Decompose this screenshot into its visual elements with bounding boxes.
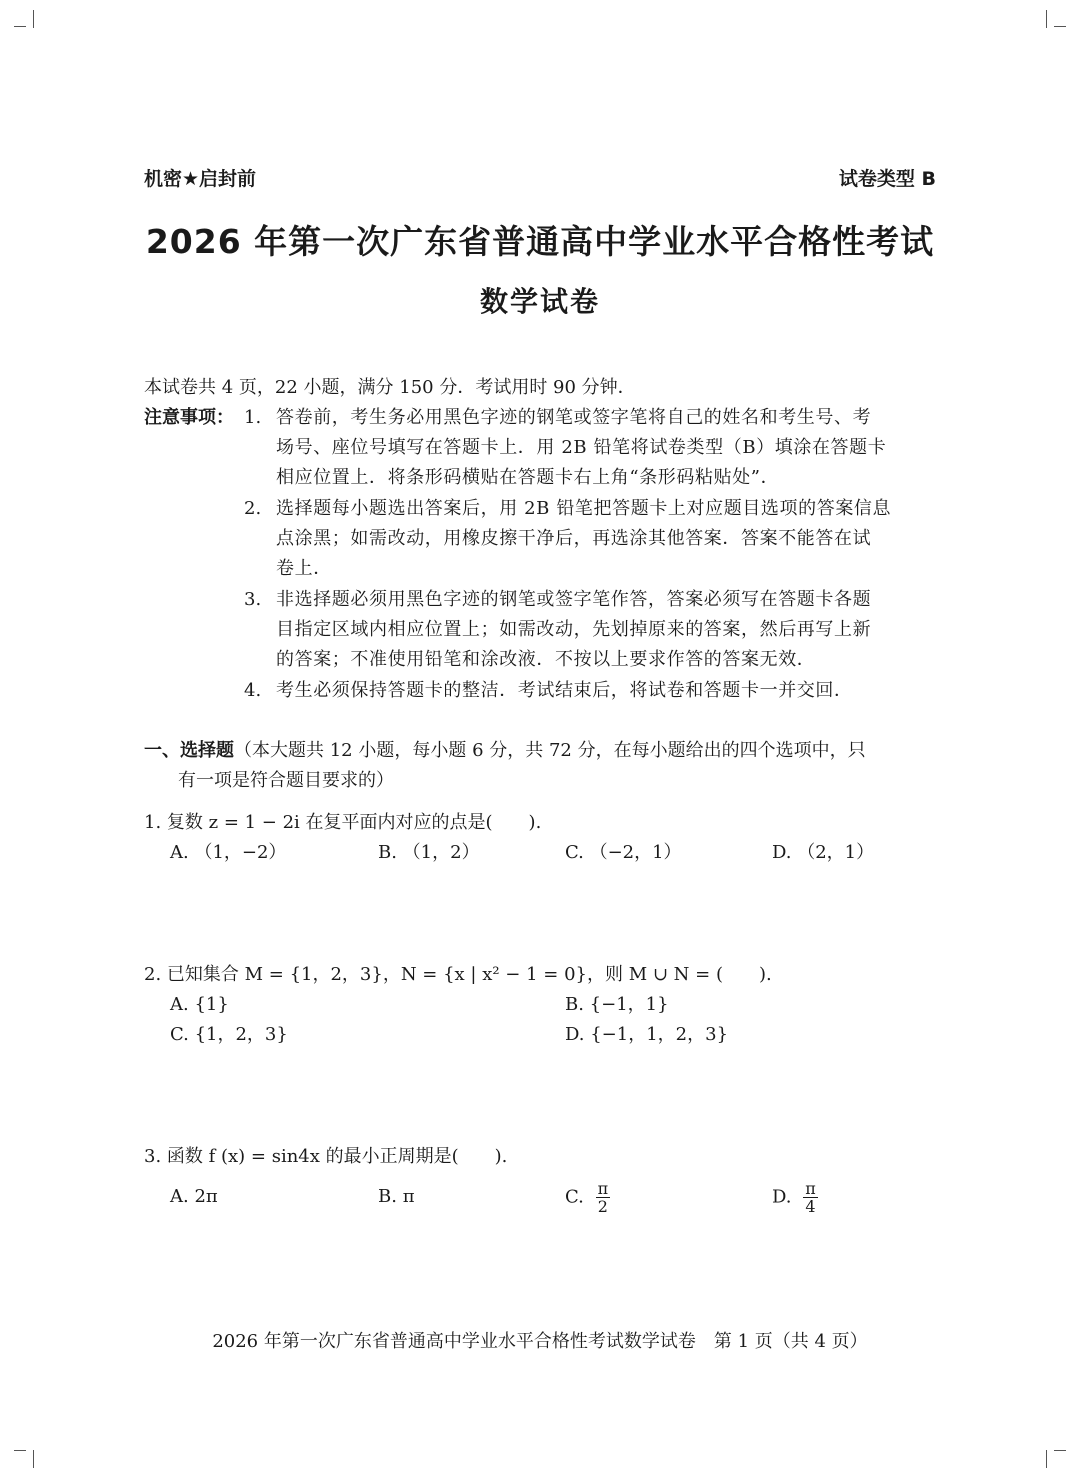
notice-line: 考生必须保持答题卡的整洁．考试结束后，将试卷和答题卡一并交回． [276, 680, 853, 701]
fraction-denominator: 2 [597, 1197, 608, 1216]
exam-subtitle: 数学试卷 [479, 285, 600, 318]
question-2-option-b: B. {−1，1} [565, 994, 669, 1015]
question-2-option-a: A. {1} [170, 994, 229, 1015]
section-description-cont: 有一项是符合题目要求的） [178, 770, 394, 791]
question-2-option-c: C. {1，2，3} [170, 1024, 288, 1045]
fraction-numerator: π [597, 1179, 609, 1198]
section-heading [144, 736, 866, 766]
option-label: A. [170, 1186, 189, 1207]
option-value: 2π [194, 1186, 218, 1207]
fraction-numerator: π [805, 1179, 816, 1198]
page-footer: 2026 年第一次广东省普通高中学业水平合格性考试数学试卷 第 1 页（共 4 页） [212, 1331, 868, 1352]
crop-mark-bottom-left-v [33, 1450, 34, 1468]
crop-mark-top-right-h [1054, 26, 1066, 27]
exam-title: 2026 年第一次广东省普通高中学业水平合格性考试 [145, 222, 935, 261]
question-3-stem: 3. 函数 f (x) = sin4x 的最小正周期是( ). [144, 1146, 508, 1167]
question-2-option-d: D. {−1，1，2，3} [565, 1024, 729, 1045]
question-1-option-c: C. （−2，1） [565, 842, 682, 863]
confidential-label: 机密★启封前 [144, 168, 257, 190]
notice-line: 卷上． [276, 558, 332, 579]
notice-item-number: 4. [244, 680, 262, 701]
crop-mark-bottom-right-h [1054, 1450, 1066, 1451]
section-description: （本大题共 12 小题，每小题 6 分，共 72 分，在每小题给出的四个选项中，只 [234, 740, 866, 761]
notice-item-number: 1. [244, 407, 262, 428]
notice-line: 的答案；不准使用铅笔和涂改液．不按以上要求作答的答案无效． [276, 649, 816, 670]
option-label: D. [772, 1186, 792, 1208]
question-3-option-c [565, 1180, 610, 1215]
fraction [596, 1180, 611, 1215]
fraction-denominator: 4 [805, 1197, 816, 1216]
notice-line: 选择题每小题选出答案后，用 2B 铅笔把答题卡上对应题目选项的答案信息 [276, 498, 892, 519]
crop-mark-top-left-v [33, 10, 34, 28]
notice-item-number: 2. [244, 498, 262, 519]
notice-line: 场号、座位号填写在答题卡上．用 2B 铅笔将试卷类型（B）填涂在答题卡 [276, 437, 887, 458]
notice-label: 注意事项： [144, 407, 234, 428]
crop-mark-top-right-v [1046, 10, 1047, 28]
exam-intro: 本试卷共 4 页，22 小题，满分 150 分．考试用时 90 分钟． [144, 377, 636, 398]
option-label: C. [565, 1186, 584, 1208]
notice-line: 点涂黑；如需改动，用橡皮擦干净后，再选涂其他答案．答案不能答在试 [276, 528, 872, 549]
crop-mark-bottom-right-v [1046, 1450, 1047, 1468]
notice-item-number: 3. [244, 589, 262, 610]
question-1-option-b: B. （1，2） [378, 842, 480, 863]
question-3-option-b [378, 1182, 415, 1212]
question-3-option-a [170, 1182, 218, 1212]
question-1-stem: 1. 复数 z = 1 − 2i 在复平面内对应的点是( ). [144, 812, 542, 833]
notice-line: 非选择题必须用黑色字迹的钢笔或签字笔作答，答案必须写在答题卡各题 [276, 589, 872, 610]
section-title: 一、选择题 [144, 740, 234, 761]
question-3-option-d [772, 1180, 818, 1215]
question-1-option-d: D. （2，1） [772, 842, 875, 863]
notice-line: 目指定区域内相应位置上；如需改动，先划掉原来的答案，然后再写上新 [276, 619, 872, 640]
option-label: B. [378, 1186, 397, 1207]
crop-mark-top-left-h [14, 26, 26, 27]
crop-mark-bottom-left-h [14, 1450, 26, 1451]
notice-line: 答卷前，考生务必用黑色字迹的钢笔或签字笔将自己的姓名和考生号、考 [276, 407, 872, 428]
fraction [803, 1180, 818, 1215]
question-2-stem: 2. 已知集合 M = {1，2，3}，N = {x | x² − 1 = 0}，则 M ∪ N = ( ). [144, 964, 772, 985]
option-value: π [402, 1186, 415, 1207]
paper-type-label: 试卷类型 B [838, 168, 936, 190]
question-1-option-a: A. （1，−2） [170, 842, 287, 863]
notice-line: 相应位置上．将条形码横贴在答题卡右上角“条形码粘贴处”． [276, 467, 780, 488]
